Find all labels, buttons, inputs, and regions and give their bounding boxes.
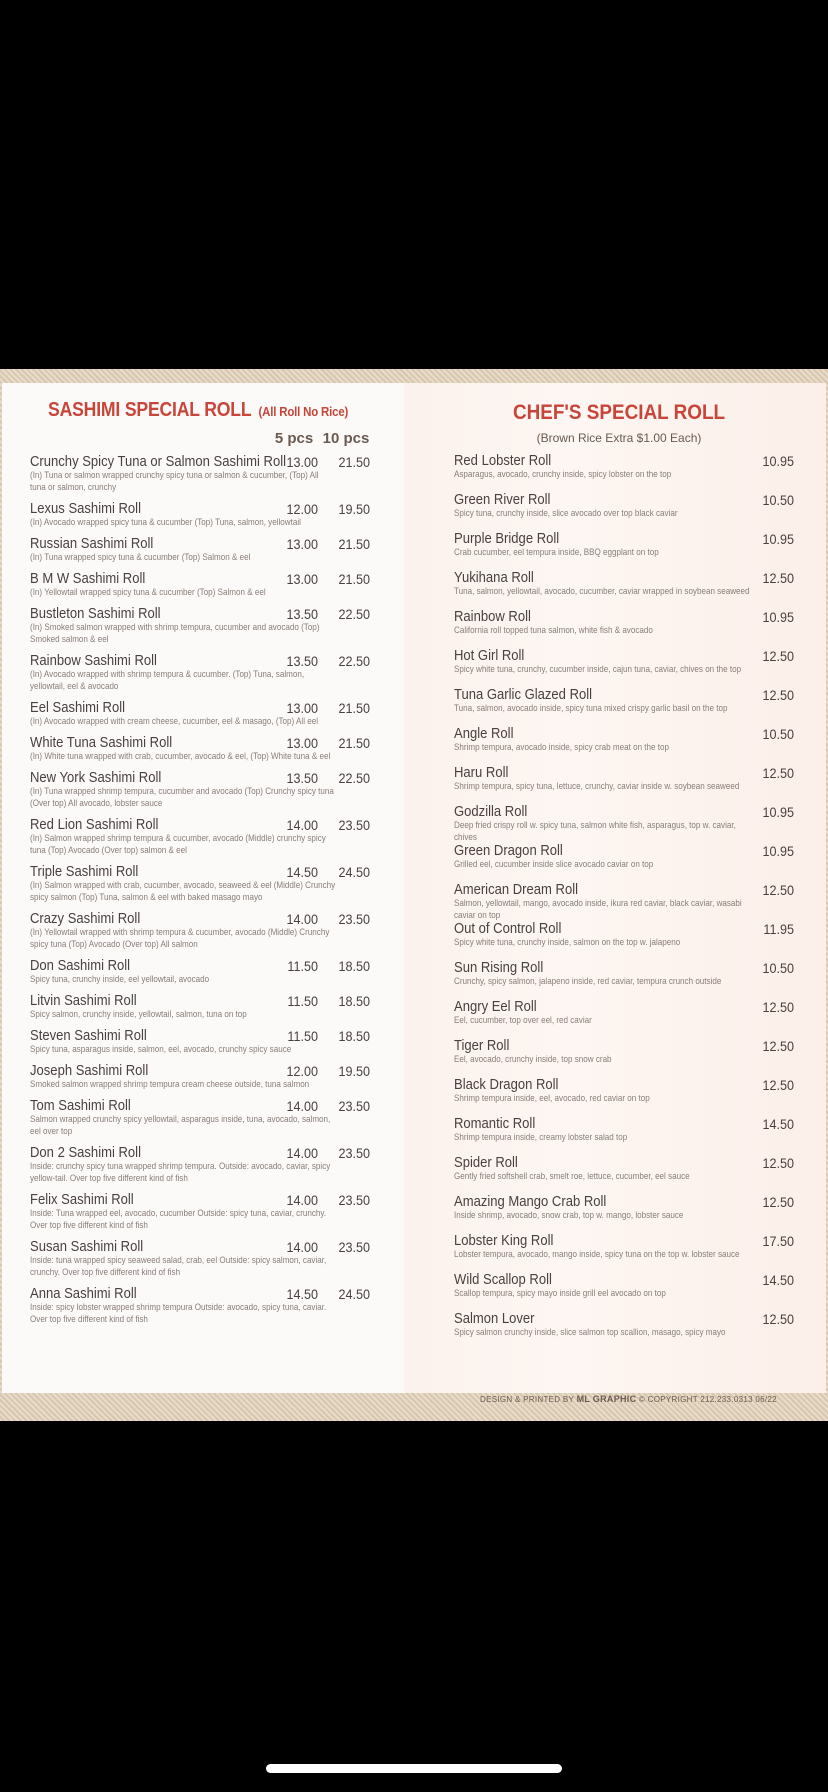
item-description: Spicy tuna, crunchy inside, eel yellowtail, avocado — [30, 974, 210, 985]
item-price: 11.95 — [763, 921, 794, 937]
item-description: Tuna, salmon, avocado inside, spicy tuna mixed crispy garlic basil on the top — [454, 703, 728, 714]
price-10pcs: 22.50 — [338, 606, 370, 622]
item-name: Hot Girl Roll — [454, 648, 525, 664]
item-price: 10.95 — [762, 609, 794, 625]
price-5pcs: 13.50 — [286, 653, 318, 669]
printer-credit — [480, 1394, 777, 1404]
menu-item — [30, 1145, 370, 1185]
item-name: Tuna Garlic Glazed Roll — [454, 687, 593, 703]
menu-item — [30, 911, 370, 951]
chef-item-list — [454, 453, 826, 1344]
item-name: B M W Sashimi Roll — [30, 571, 146, 587]
price-10pcs: 21.50 — [338, 536, 370, 552]
menu-item — [30, 501, 370, 529]
menu-sheet — [2, 383, 826, 1393]
price-10pcs: 22.50 — [338, 653, 370, 669]
menu-item — [454, 531, 794, 564]
item-description: (In) White tuna wrapped with crab, cucumber, avocado & eel, (Top) White tuna & eel — [30, 751, 331, 762]
item-name: Green Dragon Roll — [454, 843, 563, 859]
home-indicator[interactable] — [266, 1764, 562, 1773]
menu-item — [30, 735, 370, 763]
item-name: New York Sashimi Roll — [30, 770, 162, 786]
price-5pcs: 12.00 — [286, 1063, 318, 1079]
item-name: Sun Rising Roll — [454, 960, 544, 976]
item-name: Crunchy Spicy Tuna or Salmon Sashimi Roll — [30, 454, 287, 470]
item-name: Litvin Sashimi Roll — [30, 993, 137, 1009]
item-name: Tom Sashimi Roll — [30, 1098, 131, 1114]
menu-item — [454, 1194, 794, 1227]
item-price: 10.95 — [762, 804, 794, 820]
item-price: 10.50 — [762, 492, 794, 508]
item-price: 12.50 — [762, 648, 794, 664]
item-description: (In) Avocado wrapped spicy tuna & cucumber (Top) Tuna, salmon, yellowtail — [30, 517, 301, 528]
item-name: Salmon Lover — [454, 1311, 535, 1327]
menu-item — [454, 843, 794, 876]
menu-item — [30, 958, 370, 986]
item-name: American Dream Roll — [454, 882, 579, 898]
price-10pcs: 21.50 — [338, 454, 370, 470]
menu-item — [454, 804, 794, 843]
item-name: Red Lion Sashimi Roll — [30, 817, 159, 833]
menu-item — [454, 999, 794, 1032]
section-note: (All Roll No Rice) — [258, 404, 349, 419]
section-title — [48, 399, 361, 422]
price-10pcs: 21.50 — [338, 700, 370, 716]
item-name: Russian Sashimi Roll — [30, 536, 154, 552]
price-5pcs: 13.50 — [286, 606, 318, 622]
price-5pcs: 13.00 — [286, 735, 318, 751]
menu-item — [30, 817, 370, 857]
price-5pcs: 14.00 — [286, 817, 318, 833]
item-description: Shrimp tempura inside, eel, avocado, red caviar on top — [454, 1093, 650, 1104]
item-name: Rainbow Sashimi Roll — [30, 653, 157, 669]
item-description: Tuna, salmon, yellowtail, avocado, cucumber, caviar wrapped in soybean seaweed — [454, 586, 750, 597]
item-price: 12.50 — [762, 1311, 794, 1327]
sashimi-special-panel — [2, 383, 404, 1393]
price-5pcs: 12.00 — [286, 501, 318, 517]
item-description: Salmon, yellowtail, mango, avocado inside, ikura red caviar, black caviar, wasabi caviar on top — [454, 898, 742, 921]
menu-item — [454, 921, 794, 954]
price-5pcs: 14.00 — [286, 911, 318, 927]
item-name: Spider Roll — [454, 1155, 518, 1171]
price-10pcs: 23.50 — [338, 1239, 370, 1255]
item-name: Rainbow Roll — [454, 609, 531, 625]
price-10pcs: 18.50 — [338, 993, 370, 1009]
menu-item — [30, 1063, 370, 1091]
price-10pcs: 23.50 — [338, 1145, 370, 1161]
menu-item — [454, 882, 794, 921]
item-name: Don Sashimi Roll — [30, 958, 131, 974]
item-name: Romantic Roll — [454, 1116, 536, 1132]
item-name: Wild Scallop Roll — [454, 1272, 552, 1288]
item-description: Gently fried softshell crab, smelt roe, lettuce, cucumber, eel sauce — [454, 1171, 690, 1182]
menu-item — [30, 700, 370, 728]
item-price: 14.50 — [762, 1272, 794, 1288]
item-description: Salmon wrapped crunchy spicy yellowtail, asparagus inside, tuna, avocado, salmon, eel over top — [30, 1114, 331, 1137]
price-10pcs: 19.50 — [338, 1063, 370, 1079]
item-description: Spicy salmon, crunchy inside, yellowtail, salmon, tuna on top — [30, 1009, 247, 1020]
credit-copyright: © COPYRIGHT 212.233.0313 — [638, 1395, 753, 1404]
item-description: Eel, avocado, crunchy inside, top snow crab — [454, 1054, 612, 1065]
item-description: (In) Tuna wrapped shrimp tempura, cucumber and avocado (Top) Crunchy spicy tuna (Over top) All avocado, lobster sauce — [30, 786, 334, 809]
price-10pcs: 22.50 — [338, 770, 370, 786]
item-description: California roll topped tuna salmon, white fish & avocado — [454, 625, 653, 636]
item-description: Shrimp tempura, spicy tuna, lettuce, crunchy, caviar inside w. soybean seaweed — [454, 781, 740, 792]
item-price: 10.95 — [762, 453, 794, 469]
item-name: Red Lobster Roll — [454, 453, 552, 469]
price-5pcs: 14.00 — [286, 1098, 318, 1114]
price-5pcs: 14.50 — [286, 864, 318, 880]
item-price: 12.50 — [762, 882, 794, 898]
item-price: 10.95 — [762, 843, 794, 859]
item-description: Inside: tuna wrapped spicy seaweed salad, crab, eel Outside: spicy salmon, caviar, crunchy. Over top five different kind of fish — [30, 1255, 327, 1278]
item-price: 12.50 — [762, 570, 794, 586]
item-description: Grilled eel, cucumber inside slice avocado caviar on top — [454, 859, 654, 870]
credit-brand: ML GRAPHIC — [576, 1394, 637, 1404]
price-10pcs: 18.50 — [338, 1028, 370, 1044]
price-5pcs: 14.50 — [286, 1286, 318, 1302]
sashimi-item-list — [30, 454, 404, 1326]
section-title: CHEF'S SPECIAL ROLL — [512, 401, 726, 424]
price-5pcs: 14.00 — [286, 1192, 318, 1208]
item-price: 10.50 — [762, 726, 794, 742]
item-description: Spicy salmon crunchy inside, slice salmon top scallion, masago, spicy mayo — [454, 1327, 726, 1338]
item-description: Inside: Tuna wrapped eel, avocado, cucumber Outside: spicy tuna, caviar, crunchy. Over top five different kind of fish — [30, 1208, 327, 1231]
price-5pcs: 13.50 — [286, 770, 318, 786]
item-price: 12.50 — [762, 1038, 794, 1054]
credit-text: DESIGN & PRINTED BY — [480, 1395, 575, 1404]
item-description: Crunchy, spicy salmon, jalapeno inside, red caviar, tempura crunch outside — [454, 976, 722, 987]
item-price: 10.95 — [762, 531, 794, 547]
menu-item — [454, 453, 794, 486]
item-name: Bustleton Sashimi Roll — [30, 606, 161, 622]
menu-item — [454, 1077, 794, 1110]
price-5pcs: 14.00 — [286, 1145, 318, 1161]
item-description: Spicy tuna, crunchy inside, slice avocado over top black caviar — [454, 508, 678, 519]
price-column-headers — [30, 430, 372, 447]
menu-item — [454, 960, 794, 993]
price-5pcs: 13.00 — [286, 536, 318, 552]
item-description: Shrimp tempura inside, creamy lobster salad top — [454, 1132, 628, 1143]
item-description: Asparagus, avocado, crunchy inside, spicy lobster on the top — [454, 469, 672, 480]
item-name: Lexus Sashimi Roll — [30, 501, 141, 517]
price-10pcs: 24.50 — [338, 1286, 370, 1302]
menu-item — [454, 570, 794, 603]
item-description: (In) Yellowtail wrapped spicy tuna & cucumber (Top) Salmon & eel — [30, 587, 266, 598]
price-5pcs: 13.00 — [286, 571, 318, 587]
item-name: Black Dragon Roll — [454, 1077, 559, 1093]
menu-item — [30, 1098, 370, 1138]
item-description: Inside: spicy lobster wrapped shrimp tempura Outside: avocado, spicy tuna, caviar. Over top five different kind of fish — [30, 1302, 327, 1325]
item-name: Don 2 Sashimi Roll — [30, 1145, 141, 1161]
price-5pcs: 14.00 — [286, 1239, 318, 1255]
menu-item — [30, 1192, 370, 1232]
menu-item — [454, 609, 794, 642]
item-name: Steven Sashimi Roll — [30, 1028, 147, 1044]
item-description: Spicy white tuna, crunchy inside, salmon on the top w. jalapeno — [454, 937, 681, 948]
item-name: Amazing Mango Crab Roll — [454, 1194, 607, 1210]
price-10pcs: 23.50 — [338, 1098, 370, 1114]
chef-special-panel — [404, 383, 826, 1393]
item-price: 12.50 — [762, 1194, 794, 1210]
item-description: Shrimp tempura, avocado inside, spicy crab meat on the top — [454, 742, 669, 753]
menu-item — [454, 648, 794, 681]
item-description: Eel, cucumber, top over eel, red caviar — [454, 1015, 592, 1026]
item-description: Smoked salmon wrapped shrimp tempura cream cheese outside, tuna salmon — [30, 1079, 310, 1090]
menu-item — [454, 687, 794, 720]
item-price: 14.50 — [762, 1116, 794, 1132]
item-name: Susan Sashimi Roll — [30, 1239, 144, 1255]
item-description: Inside shrimp, avocado, snow crab, top w. mango, lobster sauce — [454, 1210, 684, 1221]
menu-item — [454, 1116, 794, 1149]
item-price: 12.50 — [762, 1077, 794, 1093]
item-name: Purple Bridge Roll — [454, 531, 560, 547]
item-name: Eel Sashimi Roll — [30, 700, 126, 716]
price-10pcs: 19.50 — [338, 501, 370, 517]
price-5pcs: 13.00 — [286, 454, 318, 470]
price-10pcs: 23.50 — [338, 911, 370, 927]
item-name: Tiger Roll — [454, 1038, 510, 1054]
section-title-text: SASHIMI SPECIAL ROLL — [48, 399, 252, 421]
menu-item — [454, 1038, 794, 1071]
section-subtitle: (Brown Rice Extra $1.00 Each) — [536, 431, 702, 445]
menu-item — [30, 1286, 370, 1326]
item-description: (In) Salmon wrapped shrimp tempura & cucumber, avocado (Middle) crunchy spicy tuna (Top) Avocado (Over top) salmon & eel — [30, 833, 326, 856]
menu-item — [30, 606, 370, 646]
item-description: (In) Smoked salmon wrapped with shrimp tempura, cucumber and avocado (Top) Smoked salmon & eel — [30, 622, 320, 645]
item-price: 12.50 — [762, 1155, 794, 1171]
price-10pcs: 21.50 — [338, 735, 370, 751]
menu-item — [30, 536, 370, 564]
menu-item — [30, 993, 370, 1021]
credit-code: 06/22 — [755, 1395, 777, 1404]
menu-item — [454, 1233, 794, 1266]
menu-item — [30, 770, 370, 810]
menu-item — [30, 454, 370, 494]
item-description: (In) Salmon wrapped with crab, cucumber, avocado, seaweed & eel (Middle) Crunchy spicy salmon (Top) Tuna, salmon & eel with baked masago mayo — [30, 880, 336, 903]
price-5pcs: 13.00 — [286, 700, 318, 716]
item-price: 12.50 — [762, 687, 794, 703]
menu-item — [454, 1272, 794, 1305]
item-name: Angry Eel Roll — [454, 999, 537, 1015]
item-name: Yukihana Roll — [454, 570, 534, 586]
item-name: Lobster King Roll — [454, 1233, 554, 1249]
item-description: (In) Avocado wrapped with cream cheese, cucumber, eel & masago, (Top) All eel — [30, 716, 319, 727]
item-name: Crazy Sashimi Roll — [30, 911, 141, 927]
item-description: Spicy tuna, asparagus inside, salmon, eel, avocado, crunchy spicy sauce — [30, 1044, 292, 1055]
menu-item — [454, 765, 794, 798]
item-price: 12.50 — [762, 765, 794, 781]
item-description: Lobster tempura, avocado, mango inside, spicy tuna on the top w. lobster sauce — [454, 1249, 740, 1260]
item-price: 10.50 — [762, 960, 794, 976]
item-name: Godzilla Roll — [454, 804, 528, 820]
menu-item — [30, 1239, 370, 1279]
item-name: Green River Roll — [454, 492, 551, 508]
price-10pcs: 23.50 — [338, 1192, 370, 1208]
price-5pcs: 11.50 — [287, 993, 318, 1009]
item-description: Deep fried crispy roll w. spicy tuna, salmon white fish, asparagus, top w. caviar, chives — [454, 820, 736, 843]
menu-item — [454, 726, 794, 759]
item-price: 12.50 — [762, 999, 794, 1015]
item-description: (In) Avocado wrapped with shrimp tempura & cucumber. (Top) Tuna, salmon, yellowtail, eel & avocado — [30, 669, 305, 692]
item-name: Haru Roll — [454, 765, 509, 781]
item-name: Felix Sashimi Roll — [30, 1192, 134, 1208]
item-description: Spicy white tuna, crunchy, cucumber inside, cajun tuna, caviar, chives on the top — [454, 664, 742, 675]
menu-item — [454, 492, 794, 525]
item-name: Triple Sashimi Roll — [30, 864, 139, 880]
price-10pcs: 21.50 — [338, 571, 370, 587]
col-5pcs-header: 5 pcs — [274, 430, 314, 447]
item-name: Joseph Sashimi Roll — [30, 1063, 149, 1079]
price-10pcs: 24.50 — [338, 864, 370, 880]
item-price: 17.50 — [762, 1233, 794, 1249]
menu-item — [30, 653, 370, 693]
item-name: Out of Control Roll — [454, 921, 562, 937]
menu-item — [30, 1028, 370, 1056]
menu-item — [454, 1311, 794, 1344]
price-10pcs: 18.50 — [338, 958, 370, 974]
item-name: White Tuna Sashimi Roll — [30, 735, 173, 751]
menu-item — [454, 1155, 794, 1188]
price-5pcs: 11.50 — [287, 1028, 318, 1044]
item-description: Inside: crunchy spicy tuna wrapped shrimp tempura. Outside: avocado, caviar, spicy yellow-tail. Over top five different kind of fish — [30, 1161, 331, 1184]
menu-item — [30, 864, 370, 904]
item-description: Crab cucumber, eel tempura inside, BBQ eggplant on top — [454, 547, 659, 558]
item-description: (In) Tuna or salmon wrapped crunchy spicy tuna or salmon & cucumber, (Top) All tuna or salmon, crunchy — [30, 470, 319, 493]
price-10pcs: 23.50 — [338, 817, 370, 833]
price-5pcs: 11.50 — [287, 958, 318, 974]
item-name: Angle Roll — [454, 726, 514, 742]
item-name: Anna Sashimi Roll — [30, 1286, 137, 1302]
item-description: Scallop tempura, spicy mayo inside grill eel avocado on top — [454, 1288, 666, 1299]
menu-item — [30, 571, 370, 599]
item-description: (In) Tuna wrapped spicy tuna & cucumber (Top) Salmon & eel — [30, 552, 251, 563]
item-description: (In) Yellowtail wrapped with shrimp tempura & cucumber, avocado (Middle) Crunchy spicy tuna (Top) Avocado (Over top) All salmon — [30, 927, 330, 950]
col-10pcs-header: 10 pcs — [322, 430, 370, 447]
